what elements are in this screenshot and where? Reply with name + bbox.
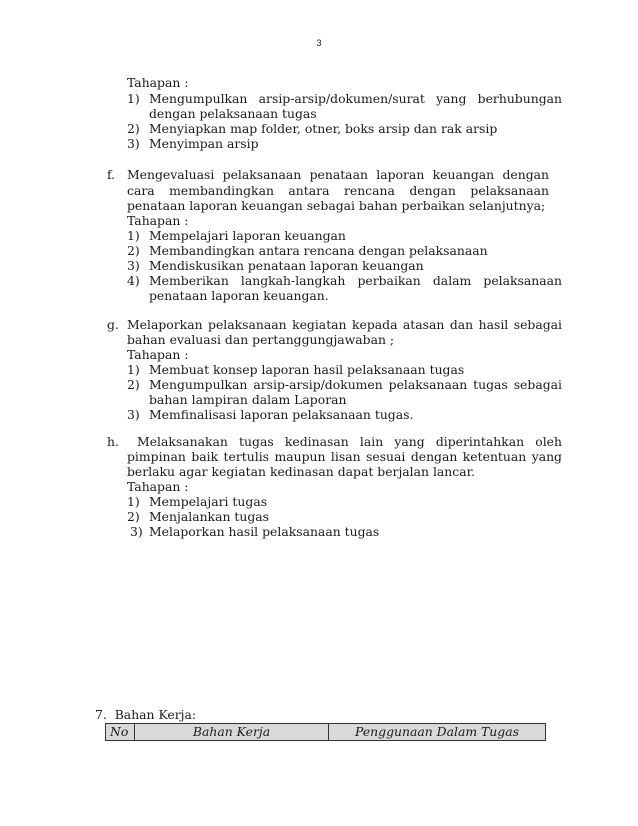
column-header-no: No [106,724,135,741]
table-header-row [106,724,546,741]
step-number: 1) [127,91,140,106]
paragraph-line: berlaku agar kegiatan kedinasan dapat berjalan lancar. [127,464,476,479]
step-text: Mengumpulkan arsip-arsip/dokumen pelaksanaan tugas sebagai [149,377,562,392]
step-text: Mempelajari tugas [149,494,268,509]
item-letter: h. [107,434,119,449]
step-text: Menyimpan arsip [149,136,259,151]
step-number: 3) [127,136,140,151]
step-number: 2) [127,509,140,524]
item-letter: f. [107,167,116,182]
paragraph-line: pimpinan baik tertulis maupun lisan sesuai dengan ketentuan yang [127,449,562,464]
column-header-bahan-kerja: Bahan Kerja [135,724,329,741]
step-text: Membandingkan antara rencana dengan pelaksanaan [149,243,488,258]
step-number: 2) [127,121,140,136]
step-text: Menjalankan tugas [149,509,270,524]
paragraph-line: Melaksanakan tugas kedinasan lain yang diperintahkan oleh [137,434,562,449]
paragraph-line: Melaporkan pelaksanaan kegiatan kepada atasan dan hasil sebagai [127,317,562,332]
step-text: Mengumpulkan arsip-arsip/dokumen/surat yang berhubungan [149,91,562,106]
paragraph-line: Mengevaluasi pelaksanaan penataan laporan keuangan dengan [127,167,549,182]
step-text: Menyiapkan map folder, otner, boks arsip dan rak arsip [149,121,498,136]
tahapan-label: Tahapan : [127,75,189,90]
paragraph-line: bahan evaluasi dan pertanggungjawaban ; [127,332,395,347]
step-number: 1) [127,228,140,243]
step-number: 3) [127,258,140,273]
paragraph-line: penataan laporan keuangan sebagai bahan perbaikan selanjutnya; [127,198,546,213]
step-number: 2) [127,377,140,392]
step-number: 1) [127,494,140,509]
step-text: penataan laporan keuangan. [149,288,329,303]
tahapan-label: Tahapan : [127,479,189,494]
step-number: 3) [127,407,140,422]
tahapan-label: Tahapan : [127,347,189,362]
step-text: bahan lampiran dalam Laporan [149,392,347,407]
step-number: 4) [127,273,140,288]
section-heading: 7. Bahan Kerja: [95,707,197,722]
paragraph-line: cara membandingkan antara rencana dengan pelaksanaan [127,183,549,198]
step-number: 1) [127,362,140,377]
step-text: Memberikan langkah-langkah perbaikan dalam pelaksanaan [149,273,562,288]
step-text: Mempelajari laporan keuangan [149,228,346,243]
tahapan-label: Tahapan : [127,213,189,228]
step-text: Mendiskusikan penataan laporan keuangan [149,258,424,273]
step-number: 3) [130,524,143,539]
step-text: Membuat konsep laporan hasil pelaksanaan tugas [149,362,465,377]
bahan-kerja-table [105,723,546,741]
page-number: 3 [316,38,322,48]
step-text: Melaporkan hasil pelaksanaan tugas [149,524,380,539]
column-header-penggunaan: Penggunaan Dalam Tugas [329,724,546,741]
step-text: dengan pelaksanaan tugas [149,106,317,121]
step-number: 2) [127,243,140,258]
item-letter: g. [107,317,119,332]
step-text: Memfinalisasi laporan pelaksanaan tugas. [149,407,414,422]
